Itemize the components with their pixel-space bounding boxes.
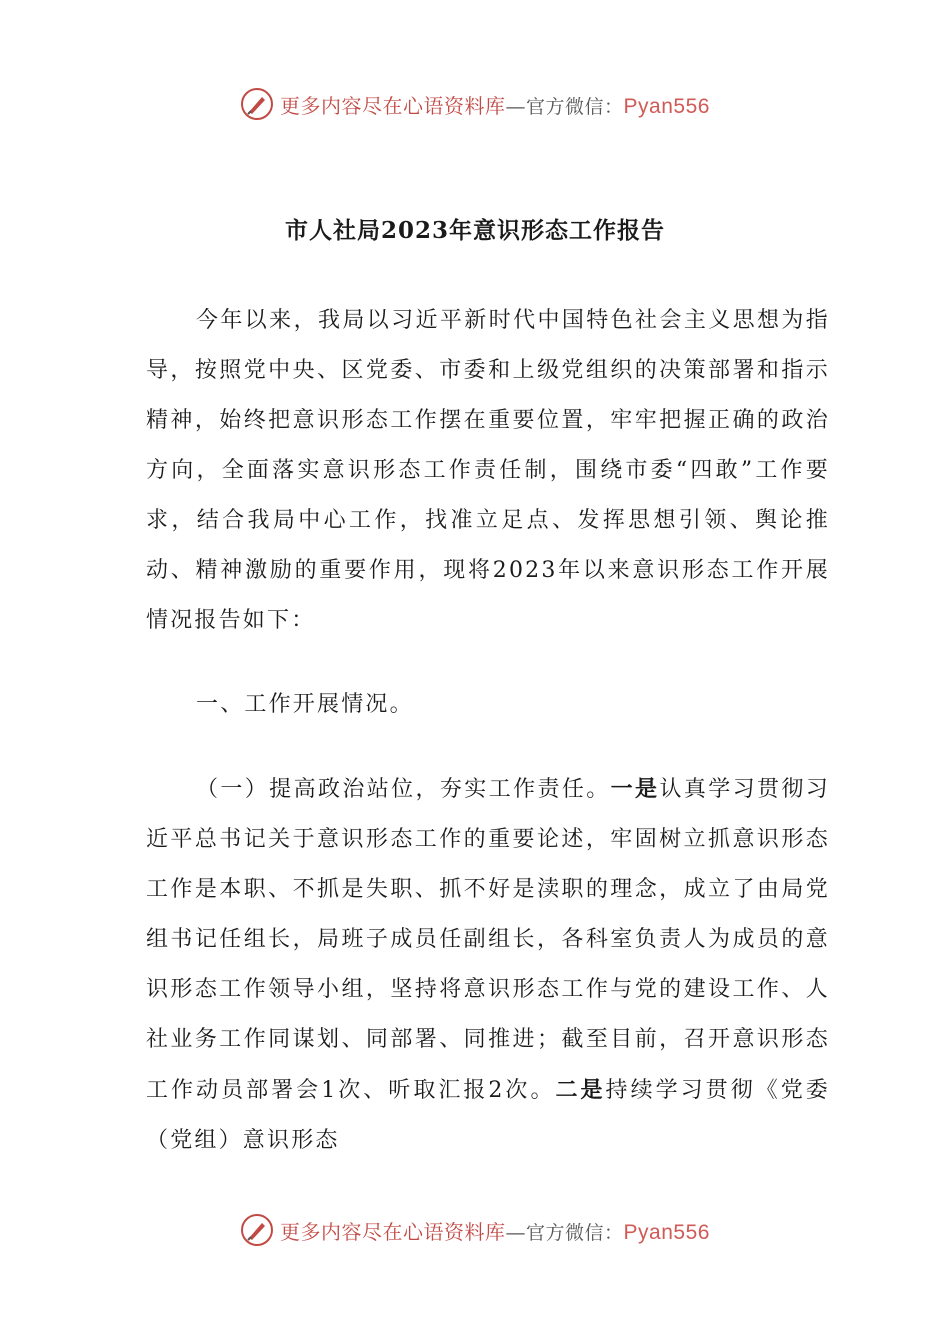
intro-paragraph: 今年以来，我局以习近平新时代中国特色社会主义思想为指导，按照党中央、区党委、市委和上级党组织的决策部署和指示精神，始终把意识形态工作摆在重要位置，牢牢把握正确的政治方向，全面落实意识形态工作责任制，围绕市委“四敢”工作要求，结合我局中心工作，找准立足点、发挥思想引领、舆论推动、精神激励的重要作用，现将2023年以来意识形态工作开展情况报告如下： xyxy=(146,308,830,633)
watermark-banner-bottom xyxy=(0,1210,950,1250)
section-heading: 一、工作开展情况。 xyxy=(196,692,414,717)
watermark-banner-top xyxy=(0,84,950,124)
document-title: 市人社局2023年意识形态工作报告 xyxy=(284,217,665,244)
quill-logo-icon xyxy=(240,87,274,121)
banner-text: 更多内容尽在心语资料库—官方微信：Pyan556 xyxy=(280,1219,710,1244)
banner-text: 更多内容尽在心语资料库—官方微信：Pyan556 xyxy=(280,93,710,118)
quill-logo-icon xyxy=(240,1213,274,1247)
subsection-paragraph: （一）提高政治站位，夯实工作责任。一是认真学习贯彻习近平总书记关于意识形态工作的重要论述，牢固树立抓意识形态工作是本职、不抓是失职、抓不好是渎职的理念，成立了由局党组书记任组长，局班子成员任副组长，各科室负责人为成员的意识形态工作领导小组，坚持将意识形态工作与党的建设工作、人社业务工作同谋划、同部署、同推进；截至目前，召开意识形态工作动员部署会1次、听取汇报2次。二是持续学习贯彻《党委（党组）意识形态 xyxy=(146,776,831,1153)
